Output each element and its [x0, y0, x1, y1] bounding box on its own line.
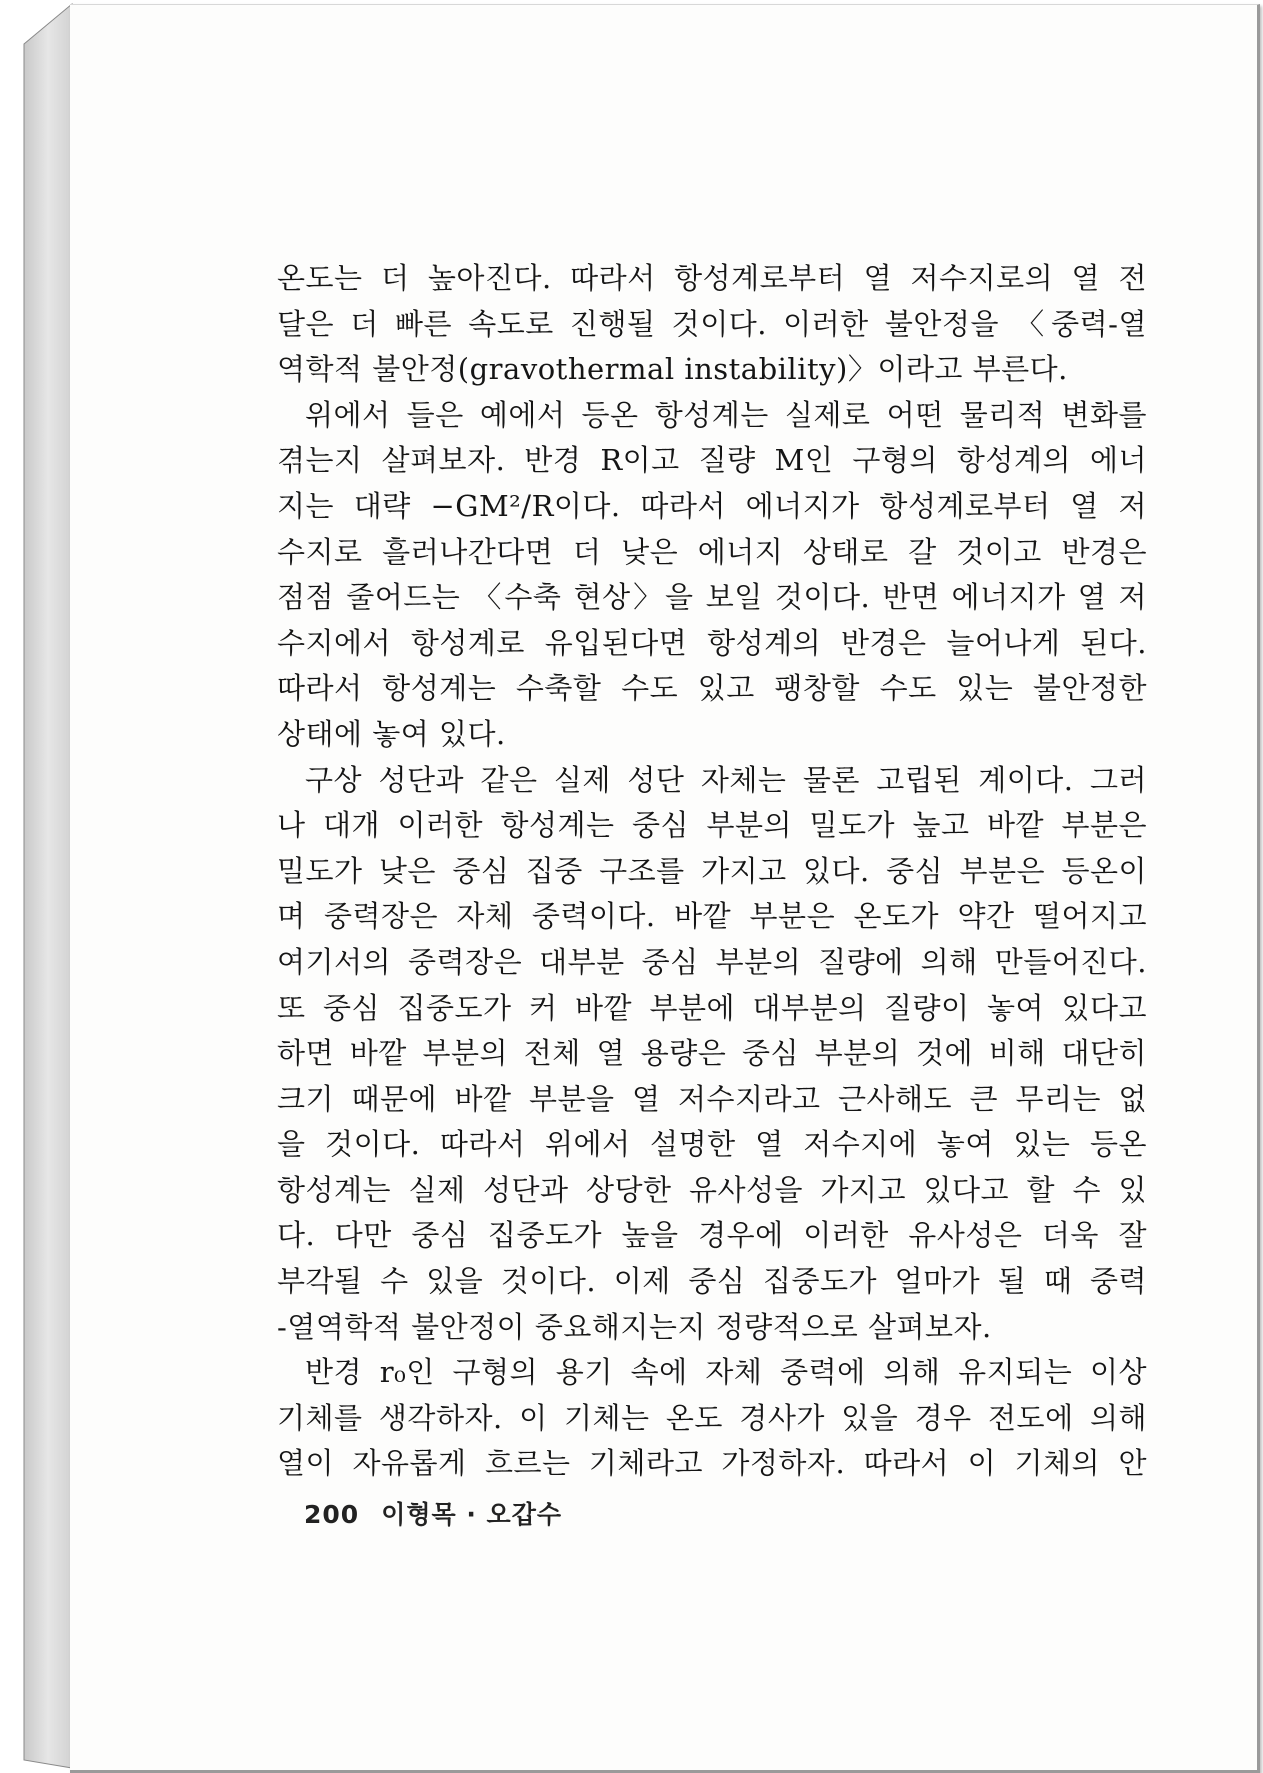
text-line: 위에서 들은 예에서 등온 항성계는 실제로 어떤 물리적 변화를: [305, 397, 1147, 432]
text-line: 상태에 놓여 있다.: [277, 716, 506, 751]
text-line: 며 중력장은 자체 중력이다. 바깥 부분은 온도가 약간 떨어지고: [277, 899, 1147, 934]
text-line: 점점 줄어드는 〈수축 현상〉을 보일 것이다. 반면 에너지가 열 저: [277, 580, 1147, 615]
text-line: 다. 다만 중심 집중도가 높을 경우에 이러한 유사성은 더욱 잘: [277, 1218, 1147, 1253]
text-line: 반경 r₀인 구형의 용기 속에 자체 중력에 의해 유지되는 이상: [305, 1355, 1147, 1390]
text-line: 부각될 수 있을 것이다. 이제 중심 집중도가 얼마가 될 때 중력: [277, 1264, 1147, 1299]
text-line: 밀도가 낮은 중심 집중 구조를 가지고 있다. 중심 부분은 등온이: [277, 853, 1147, 888]
author-names: 이형목 · 오갑수: [381, 1500, 562, 1529]
text-line: 수지로 흘러나간다면 더 낮은 에너지 상태로 갈 것이고 반경은: [277, 534, 1147, 569]
text-line: 크기 때문에 바깥 부분을 열 저수지라고 근사해도 큰 무리는 없: [277, 1081, 1147, 1116]
body-text: [277, 256, 1147, 1487]
text-line: 달은 더 빠른 속도로 진행될 것이다. 이러한 불안정을 〈중력-열: [277, 306, 1147, 341]
text-line: 따라서 항성계는 수축할 수도 있고 팽창할 수도 있는 불안정한: [277, 671, 1147, 706]
text-line: 또 중심 집중도가 커 바깥 부분에 대부분의 질량이 놓여 있다고: [277, 990, 1147, 1025]
text-line: 역학적 불안정(gravothermal instability)〉이라고 부른다.: [277, 352, 1068, 387]
text-line: 수지에서 항성계로 유입된다면 항성계의 반경은 늘어나게 된다.: [277, 625, 1147, 660]
text-line: 항성계는 실제 성단과 상당한 유사성을 가지고 있다고 할 수 있: [277, 1172, 1147, 1207]
text-line: 나 대개 이러한 항성계는 중심 부분의 밀도가 높고 바깥 부분은: [277, 808, 1147, 843]
page-footer: [304, 1495, 584, 1531]
page-number: 200: [304, 1500, 360, 1529]
text-line: 하면 바깥 부분의 전체 열 용량은 중심 부분의 것에 비해 대단히: [277, 1036, 1147, 1071]
text-line: 구상 성단과 같은 실제 성단 자체는 물론 고립된 계이다. 그러: [305, 762, 1147, 797]
text-line: 겪는지 살펴보자. 반경 R이고 질량 M인 구형의 항성계의 에너: [277, 443, 1147, 478]
text-line: 지는 대략 −GM²/R이다. 따라서 에너지가 항성계로부터 열 저: [277, 488, 1147, 523]
text-line: 기체를 생각하자. 이 기체는 온도 경사가 있을 경우 전도에 의해: [277, 1400, 1147, 1435]
text-line: 을 것이다. 따라서 위에서 설명한 열 저수지에 놓여 있는 등온: [277, 1127, 1147, 1162]
text-line: 온도는 더 높아진다. 따라서 항성계로부터 열 저수지로의 열 전: [277, 261, 1147, 295]
text-line: 여기서의 중력장은 대부분 중심 부분의 질량에 의해 만들어진다.: [277, 944, 1147, 979]
text-line: -열역학적 불안정이 중요해지는지 정량적으로 살펴보자.: [277, 1309, 992, 1344]
text-line: 열이 자유롭게 흐르는 기체라고 가정하자. 따라서 이 기체의 안: [277, 1446, 1147, 1481]
